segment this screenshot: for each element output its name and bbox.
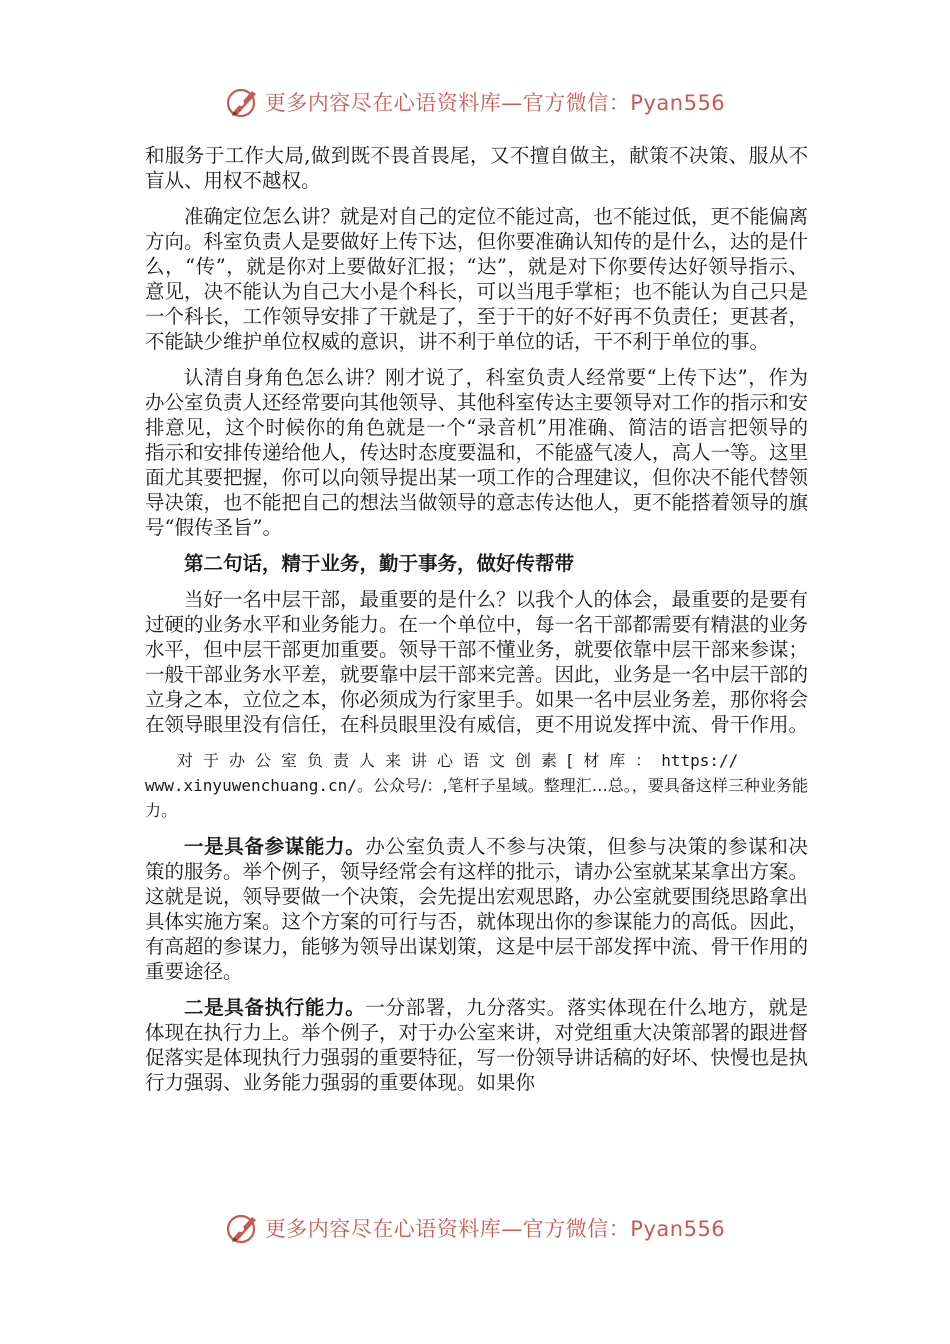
footer-banner [0, 1208, 950, 1248]
section-heading: 第二句话，精于业务，勤于事务，做好传帮带 [184, 552, 575, 575]
banner-text: 更多内容尽在心语资料库—官方微信：Pyan556 [264, 1217, 726, 1241]
header-banner [0, 82, 950, 122]
source-url-part-a: https:// [661, 751, 739, 770]
paragraph-advisory [145, 834, 808, 984]
document-body [145, 143, 808, 1095]
paragraph-execution [145, 995, 808, 1095]
source-note-lead: 对于办公室负责人来讲心语文创素[材库： [177, 751, 662, 770]
source-url-part-b: www.xinyuwenchuang.cn/ [145, 776, 357, 795]
execution-text: 一分部署，九分落实。落实体现在什么地方，就是体现在执行力上。举个例子，对于办公室来讲，对党组重大决策部署的跟进督促落实是体现执行力强弱的重要特征，写一份领导讲话稿的好坏、快慢也是执行力强弱、业务能力强弱的重要体现。如果你 [145, 996, 809, 1094]
execution-lead: 二是具备执行能力。 [184, 996, 366, 1019]
paragraph-role: 认清自身角色怎么讲？刚才说了，科室负责人经常要“上传下达”，作为办公室负责人还经常要向其他领导、其他科室传达主要领导对工作的指示和安排意见，这个时候你的角色就是一个“录音机”用准确、简洁的语言把领导的指示和安排传递给他人，传达时态度要温和，不能盛气凌人，高人一等。这里面尤其要把握，你可以向领导提出某一项工作的合理建议，但你决不能代替领导决策，也不能把自己的想法当做领导的意志传达他人，更不能搭着领导的旗号“假传圣旨”。 [145, 366, 809, 539]
pen-logo-icon [225, 84, 261, 120]
banner-text: 更多内容尽在心语资料库—官方微信：Pyan556 [264, 91, 726, 115]
paragraph-source-note [145, 748, 808, 823]
paragraph-positioning: 准确定位怎么讲？就是对自己的定位不能过高，也不能过低，更不能偏离方向。科室负责人是要做好上传下达，但你要准确认知传的是什么，达的是什么，“传”，就是你对上要做好汇报；“达”，就是对下你要传达好领导指示、意见，决不能认为自己大小是个科长，可以当甩手掌柜；也不能认为自己只是一个科长，工作领导安排了干就是了，至于干的好不好再不负责任；更甚者，不能缺少维护单位权威的意识，讲不利于单位的话，干不利于单位的事。 [145, 205, 809, 353]
source-note-tail: 。公众号/：,笔杆子星域。整理汇…总。，要具备这样三种业务能力。 [145, 776, 808, 820]
pen-logo-icon [225, 1210, 261, 1246]
advisory-lead: 一是具备参谋能力。 [184, 835, 366, 858]
paragraph-continuation: 和服务于工作大局,做到既不畏首畏尾，又不擅自做主，献策不决策、服从不盲从、用权不越权。 [145, 144, 808, 192]
paragraph-business: 当好一名中层干部，最重要的是什么？以我个人的体会，最重要的是要有过硬的业务水平和业务能力。在一个单位中，每一名干部都需要有精湛的业务水平，但中层干部更加重要。领导干部不懂业务，就要依靠中层干部来参谋；一般干部业务水平差，就要靠中层干部来完善。因此，业务是一名中层干部的立身之本，立位之本，你必须成为行家里手。如果一名中层业务差，那你将会在领导眼里没有信任，在科员眼里没有威信，更不用说发挥中流、骨干作用。 [145, 588, 809, 736]
advisory-text: 办公室负责人不参与决策，但参与决策的参谋和决策的服务。举个例子，领导经常会有这样的批示，请办公室就某某拿出方案。这就是说，领导要做一个决策，会先提出宏观思路，办公室就要围绕思路拿出具体实施方案。这个方案的可行与否，就体现出你的参谋能力的高低。因此，有高超的参谋力，能够为领导出谋划策，这是中层干部发挥中流、骨干作用的重要途径。 [145, 835, 809, 983]
